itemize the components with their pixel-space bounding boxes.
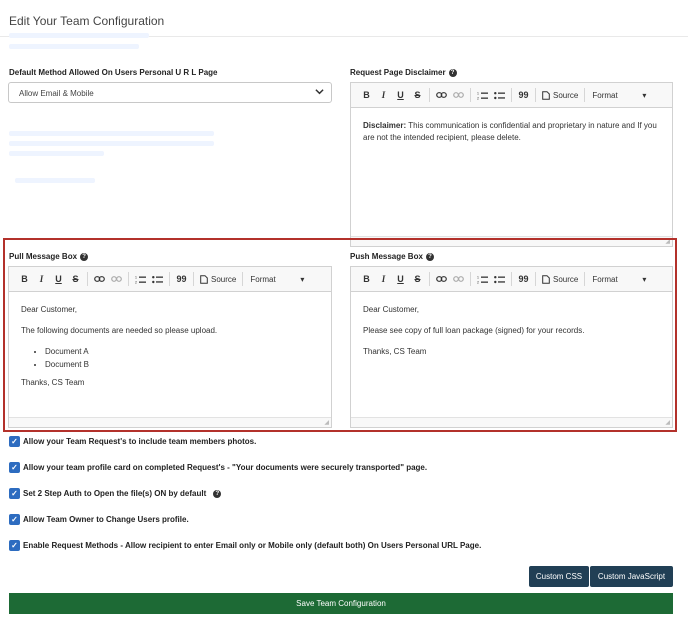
pull-message-label <box>9 252 88 261</box>
push-message-label <box>350 252 434 261</box>
push-greeting: Dear Customer, <box>363 305 420 314</box>
underline-button[interactable]: U <box>55 274 62 284</box>
push-message-editor[interactable] <box>350 266 673 428</box>
link-icon[interactable] <box>91 271 108 287</box>
format-dropdown[interactable] <box>588 275 650 284</box>
toolbar-separator <box>511 272 512 286</box>
toolbar-separator <box>429 272 430 286</box>
help-icon[interactable]: ? <box>213 490 221 498</box>
document-icon <box>542 275 550 284</box>
caret-down-icon: ▾ <box>642 274 647 284</box>
source-label: Source <box>553 274 579 284</box>
caret-down-icon: ▾ <box>642 90 647 100</box>
italic-button[interactable]: I <box>39 274 44 284</box>
toolbar-separator <box>87 272 88 286</box>
document-icon <box>542 91 550 100</box>
help-icon[interactable]: ? <box>80 253 88 261</box>
format-label: Format <box>250 274 276 284</box>
option-label: Allow your Team Request's to include team members photos. <box>23 437 257 446</box>
bold-button[interactable]: B <box>363 90 370 100</box>
pull-message-editor[interactable] <box>8 266 332 428</box>
request-disclaimer-editor[interactable] <box>350 82 673 247</box>
help-icon[interactable]: ? <box>449 69 457 77</box>
decorative-ghost-line <box>9 141 214 146</box>
svg-text:1: 1 <box>477 275 479 279</box>
checkbox-checked[interactable]: ✓ <box>9 462 20 473</box>
numbered-list-icon[interactable] <box>474 271 491 287</box>
disclaimer-bold-prefix: Disclaimer: <box>363 121 407 130</box>
svg-text:1: 1 <box>135 275 137 279</box>
toolbar-separator <box>511 88 512 102</box>
pull-intro: The following documents are needed so please upload. <box>21 326 218 335</box>
toolbar-separator <box>535 88 536 102</box>
toolbar-separator <box>470 272 471 286</box>
option-profile-card <box>9 462 427 473</box>
bullet-list-icon[interactable] <box>491 87 508 103</box>
editor-toolbar <box>351 267 672 292</box>
resize-grip-icon[interactable]: ◢ <box>324 420 329 426</box>
checkbox-checked[interactable]: ✓ <box>9 540 20 551</box>
bullet-list-icon[interactable] <box>149 271 166 287</box>
pull-message-content[interactable] <box>9 292 331 417</box>
blockquote-button[interactable]: 99 <box>518 274 529 284</box>
editor-statusbar <box>9 417 331 427</box>
custom-javascript-button[interactable]: Custom JavaScript <box>590 566 673 587</box>
resize-grip-icon[interactable]: ◢ <box>665 239 670 245</box>
blockquote-button[interactable]: 99 <box>176 274 187 284</box>
strikethrough-button[interactable]: S <box>72 274 79 284</box>
source-button[interactable] <box>539 91 581 100</box>
caret-down-icon: ▾ <box>300 274 305 284</box>
toolbar-separator <box>193 272 194 286</box>
editor-toolbar <box>9 267 331 292</box>
link-icon[interactable] <box>433 87 450 103</box>
default-method-selected-value: Allow Email & Mobile <box>19 89 94 98</box>
blockquote-button[interactable]: 99 <box>518 90 529 100</box>
numbered-list-icon[interactable] <box>474 87 491 103</box>
decorative-ghost-line <box>9 44 139 49</box>
unlink-icon[interactable] <box>450 87 467 103</box>
request-disclaimer-label <box>350 68 457 77</box>
svg-text:2: 2 <box>135 280 137 284</box>
option-label: Allow your team profile card on completed Request's - "Your documents were securely transported" page. <box>23 463 428 472</box>
decorative-ghost-line <box>9 33 149 38</box>
pull-greeting: Dear Customer, <box>21 305 78 314</box>
bold-button[interactable]: B <box>21 274 28 284</box>
request-disclaimer-label-text: Request Page Disclaimer <box>350 68 446 77</box>
italic-button[interactable]: I <box>381 90 386 100</box>
option-label: Set 2 Step Auth to Open the file(s) ON by default <box>23 489 207 498</box>
panel-title: Edit Your Team Configuration <box>9 14 165 28</box>
underline-button[interactable]: U <box>397 274 404 284</box>
source-button[interactable] <box>539 275 581 284</box>
default-method-label <box>9 68 217 77</box>
pull-document-list <box>45 346 319 371</box>
toolbar-separator <box>169 272 170 286</box>
format-dropdown[interactable] <box>246 275 308 284</box>
option-request-methods <box>9 540 481 551</box>
list-item: • Document A <box>45 346 319 358</box>
bold-button[interactable]: B <box>363 274 370 284</box>
source-label: Source <box>553 90 579 100</box>
pull-message-label-text: Pull Message Box <box>9 252 78 261</box>
option-team-photos <box>9 436 256 447</box>
unlink-icon[interactable] <box>450 271 467 287</box>
svg-text:2: 2 <box>477 280 479 284</box>
svg-text:2: 2 <box>477 96 479 100</box>
request-disclaimer-content[interactable] <box>351 108 672 236</box>
checkbox-checked[interactable]: ✓ <box>9 514 20 525</box>
svg-text:1: 1 <box>477 91 479 95</box>
strikethrough-button[interactable]: S <box>414 274 421 284</box>
italic-button[interactable]: I <box>381 274 386 284</box>
decorative-ghost-line <box>15 178 95 183</box>
push-message-content[interactable] <box>351 292 672 417</box>
format-label: Format <box>592 90 618 100</box>
option-owner-change-profile <box>9 514 189 525</box>
source-button[interactable] <box>197 275 239 284</box>
toolbar-separator <box>584 272 585 286</box>
disclaimer-text: This communication is confidential and proprietary in nature and If you are not the intended recipient, please delete. <box>363 121 657 142</box>
strikethrough-button[interactable]: S <box>414 90 421 100</box>
resize-grip-icon[interactable]: ◢ <box>665 420 670 426</box>
help-icon[interactable]: ? <box>426 253 434 261</box>
save-team-configuration-button[interactable]: Save Team Configuration <box>9 593 673 614</box>
toolbar-separator <box>128 272 129 286</box>
toolbar-separator <box>429 88 430 102</box>
toolbar-separator <box>535 272 536 286</box>
bullet-list-icon[interactable] <box>491 271 508 287</box>
push-signoff: Thanks, CS Team <box>363 347 427 356</box>
checkbox-checked[interactable]: ✓ <box>9 488 20 499</box>
numbered-list-icon[interactable] <box>132 271 149 287</box>
link-icon[interactable] <box>433 271 450 287</box>
source-label: Source <box>211 274 237 284</box>
list-item: • Document B <box>45 359 319 371</box>
editor-statusbar <box>351 417 672 427</box>
option-label: Allow Team Owner to Change Users profile. <box>23 515 189 524</box>
option-label: Enable Request Methods - Allow recipient to enter Email only or Mobile only (default both) On Users Personal URL Page. <box>23 541 482 550</box>
format-label: Format <box>592 274 618 284</box>
decorative-ghost-line <box>9 131 214 136</box>
decorative-ghost-line <box>9 151 104 156</box>
document-icon <box>200 275 208 284</box>
pull-signoff: Thanks, CS Team <box>21 378 85 387</box>
default-method-label-text: Default Method Allowed On Users Personal U R L Page <box>9 68 218 77</box>
underline-button[interactable]: U <box>397 90 404 100</box>
option-two-step-auth <box>9 488 221 499</box>
default-method-select[interactable] <box>8 82 332 103</box>
custom-css-button[interactable]: Custom CSS <box>529 566 589 587</box>
chevron-down-icon <box>315 87 324 98</box>
toolbar-separator <box>584 88 585 102</box>
push-message-label-text: Push Message Box <box>350 252 423 261</box>
push-body: Please see copy of full loan package (signed) for your records. <box>363 326 585 335</box>
editor-toolbar <box>351 83 672 108</box>
toolbar-separator <box>242 272 243 286</box>
toolbar-separator <box>470 88 471 102</box>
unlink-icon[interactable] <box>108 271 125 287</box>
checkbox-checked[interactable]: ✓ <box>9 436 20 447</box>
format-dropdown[interactable] <box>588 91 650 100</box>
